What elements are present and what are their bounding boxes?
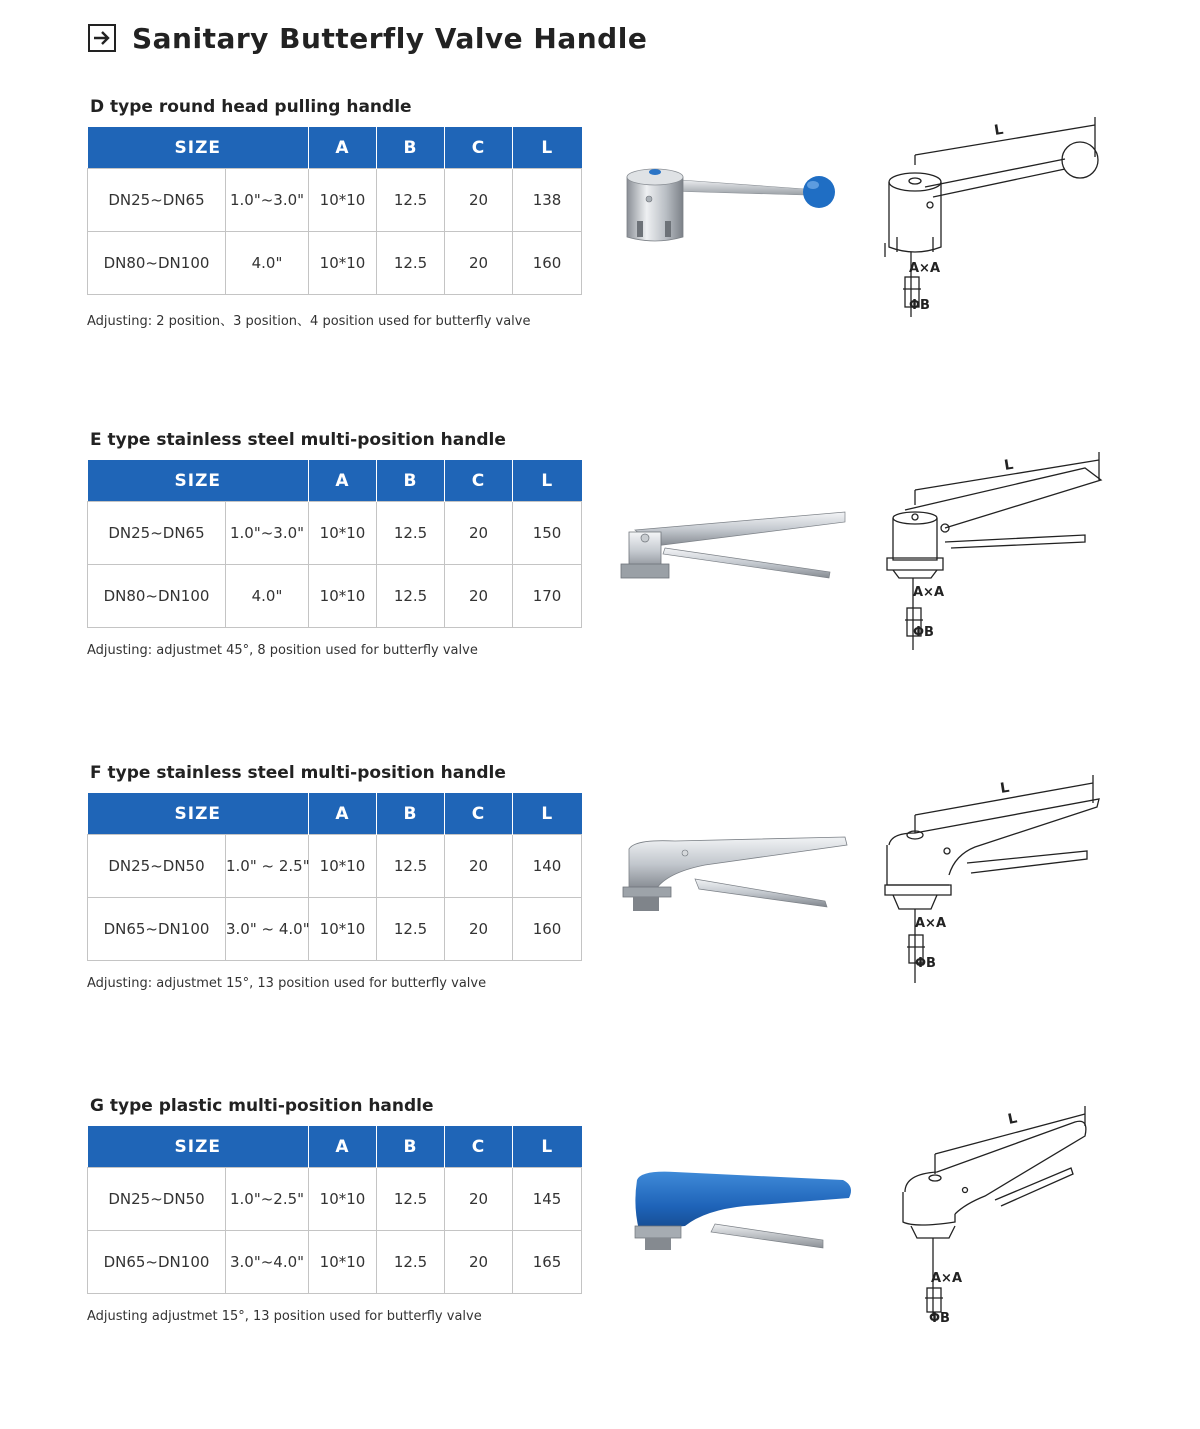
adjusting-note: Adjusting: adjustmet 15°, 13 position used for butterfly valve: [87, 976, 487, 991]
table-row: [88, 835, 582, 898]
cell-a: 10*10: [309, 232, 377, 295]
cell-a: 10*10: [309, 565, 377, 628]
product-photo-e-handle: [615, 460, 855, 610]
cell-a: 10*10: [309, 835, 377, 898]
table-row: [88, 898, 582, 961]
header-l: L: [513, 1126, 582, 1168]
cell-a: 10*10: [309, 169, 377, 232]
page-title: Sanitary Butterfly Valve Handle: [132, 21, 648, 55]
section-title: F type stainless steel multi-position handle: [90, 763, 506, 783]
cell-c: 20: [445, 232, 513, 295]
cell-c: 20: [445, 898, 513, 961]
header-size: SIZE: [88, 1126, 309, 1168]
header-size: SIZE: [88, 127, 309, 169]
cell-dn: DN25~DN50: [88, 835, 226, 898]
header-size: SIZE: [88, 793, 309, 835]
dimension-label-l: L: [999, 779, 1011, 797]
cell-b: 12.5: [377, 232, 445, 295]
table-header-row: [88, 793, 582, 835]
cell-c: 20: [445, 835, 513, 898]
dimension-label-axa: A×A: [915, 916, 947, 931]
cell-inch: 1.0"~3.0": [226, 502, 309, 565]
cell-l: 145: [513, 1168, 582, 1231]
table-row: [88, 1231, 582, 1294]
dimension-label-bore: ΦB: [915, 956, 936, 971]
table-row: [88, 232, 582, 295]
section-g-handle: [0, 1096, 1200, 1429]
table-row: [88, 565, 582, 628]
cell-a: 10*10: [309, 898, 377, 961]
header-b: B: [377, 1126, 445, 1168]
spec-table: [87, 1126, 582, 1294]
cell-l: 140: [513, 835, 582, 898]
cell-dn: DN25~DN65: [88, 502, 226, 565]
table-row: [88, 169, 582, 232]
cell-a: 10*10: [309, 502, 377, 565]
spec-table: [87, 127, 582, 295]
cell-b: 12.5: [377, 1231, 445, 1294]
header-c: C: [445, 1126, 513, 1168]
cell-dn: DN25~DN65: [88, 169, 226, 232]
header-b: B: [377, 127, 445, 169]
cell-b: 12.5: [377, 502, 445, 565]
cell-b: 12.5: [377, 169, 445, 232]
cell-dn: DN80~DN100: [88, 232, 226, 295]
dimension-label-bore: ΦB: [929, 1311, 950, 1326]
cell-inch: 3.0"~4.0": [226, 1231, 309, 1294]
cell-c: 20: [445, 502, 513, 565]
table-row: [88, 1168, 582, 1231]
product-photo-f-handle: [615, 793, 855, 943]
header-c: C: [445, 127, 513, 169]
page-header: [88, 20, 647, 56]
cell-l: 150: [513, 502, 582, 565]
cell-dn: DN25~DN50: [88, 1168, 226, 1231]
cell-inch: 1.0"~3.0": [226, 169, 309, 232]
cell-b: 12.5: [377, 898, 445, 961]
header-b: B: [377, 460, 445, 502]
dimension-label-axa: A×A: [909, 261, 941, 276]
adjusting-note: Adjusting: 2 position、3 position、4 position used for butterfly valve: [87, 314, 531, 329]
cell-b: 12.5: [377, 835, 445, 898]
dimension-drawing-e-handle: [875, 430, 1105, 640]
product-photo-g-handle: [615, 1126, 855, 1276]
section-title: E type stainless steel multi-position handle: [90, 430, 506, 450]
cell-l: 138: [513, 169, 582, 232]
cell-dn: DN65~DN100: [88, 898, 226, 961]
table-row: [88, 502, 582, 565]
dimension-label-l: L: [993, 121, 1005, 139]
dimension-label-axa: A×A: [913, 585, 945, 600]
header-size: SIZE: [88, 460, 309, 502]
cell-l: 170: [513, 565, 582, 628]
dimension-drawing-d-handle: [875, 97, 1105, 313]
table-header-row: [88, 1126, 582, 1168]
arrow-right-icon: [88, 24, 116, 52]
section-f-handle: [0, 763, 1200, 1096]
cell-c: 20: [445, 1168, 513, 1231]
product-photo-d-handle: [615, 127, 855, 277]
spec-table: [87, 793, 582, 961]
cell-l: 160: [513, 232, 582, 295]
dimension-label-l: L: [1003, 456, 1015, 474]
section-title: G type plastic multi-position handle: [90, 1096, 434, 1116]
cell-a: 10*10: [309, 1168, 377, 1231]
cell-inch: 1.0"~2.5": [226, 1168, 309, 1231]
header-l: L: [513, 793, 582, 835]
cell-l: 165: [513, 1231, 582, 1294]
dimension-drawing-f-handle: [875, 763, 1105, 973]
section-title: D type round head pulling handle: [90, 97, 412, 117]
section-d-handle: [0, 97, 1200, 430]
cell-inch: 3.0" ~ 4.0": [226, 898, 309, 961]
dimension-label-bore: ΦB: [909, 298, 930, 313]
dimension-label-axa: A×A: [931, 1271, 963, 1286]
cell-b: 12.5: [377, 565, 445, 628]
section-e-handle: [0, 430, 1200, 763]
header-c: C: [445, 793, 513, 835]
cell-dn: DN80~DN100: [88, 565, 226, 628]
cell-l: 160: [513, 898, 582, 961]
dimension-label-bore: ΦB: [913, 625, 934, 640]
cell-b: 12.5: [377, 1168, 445, 1231]
cell-c: 20: [445, 565, 513, 628]
cell-a: 10*10: [309, 1231, 377, 1294]
header-a: A: [309, 460, 377, 502]
spec-table: [87, 460, 582, 628]
header-l: L: [513, 127, 582, 169]
adjusting-note: Adjusting adjustmet 15°, 13 position used for butterfly valve: [87, 1309, 482, 1324]
cell-dn: DN65~DN100: [88, 1231, 226, 1294]
cell-c: 20: [445, 1231, 513, 1294]
cell-inch: 1.0" ~ 2.5": [226, 835, 309, 898]
table-header-row: [88, 460, 582, 502]
header-c: C: [445, 460, 513, 502]
cell-c: 20: [445, 169, 513, 232]
dimension-label-l: L: [1006, 1110, 1019, 1128]
dimension-drawing-g-handle: [875, 1096, 1105, 1326]
cell-inch: 4.0": [226, 232, 309, 295]
header-b: B: [377, 793, 445, 835]
cell-inch: 4.0": [226, 565, 309, 628]
table-header-row: [88, 127, 582, 169]
adjusting-note: Adjusting: adjustmet 45°, 8 position used for butterfly valve: [87, 643, 478, 658]
header-l: L: [513, 460, 582, 502]
header-a: A: [309, 1126, 377, 1168]
header-a: A: [309, 793, 377, 835]
header-a: A: [309, 127, 377, 169]
